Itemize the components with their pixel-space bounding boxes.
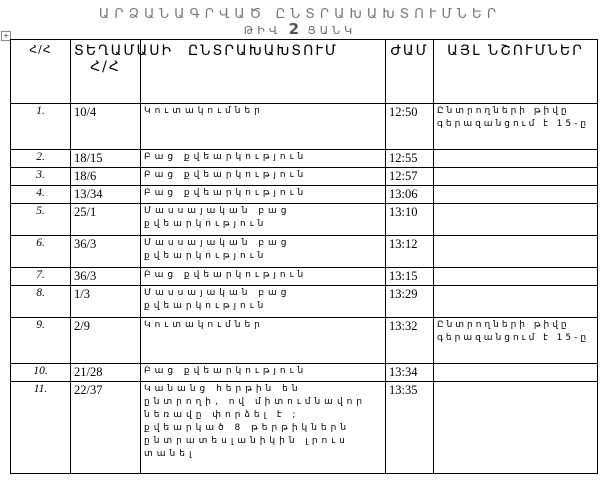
- row-time: 13:32: [386, 318, 434, 364]
- row-location: 1/3: [71, 286, 141, 318]
- row-violation: Մասսայական բաց քվեարկություն: [141, 286, 386, 318]
- table-row: [11, 364, 598, 382]
- table-row: [11, 268, 598, 286]
- table-move-handle-icon[interactable]: +: [2, 31, 10, 40]
- row-violation: Կուտակումներ: [141, 104, 386, 150]
- list-number: 2: [288, 20, 301, 38]
- violations-table: [10, 39, 598, 474]
- table-row: [11, 382, 598, 474]
- table-row: [11, 286, 598, 318]
- row-location: 22/37: [71, 382, 141, 474]
- column-header-notes: ԱՅԼ ՆՇՈՒՄՆԵՐ: [434, 40, 598, 104]
- row-number: 4.: [11, 186, 71, 204]
- row-notes: [434, 150, 598, 168]
- row-notes: [434, 364, 598, 382]
- document-title: ԱՐՁԱՆԱԳՐՎԱԾ ԸՆՏՐԱԽԱԽՏՈՒՄՆԵՐ: [98, 6, 502, 22]
- row-location: 25/1: [71, 204, 141, 236]
- row-violation: Կուտակումներ: [141, 318, 386, 364]
- row-notes: [434, 286, 598, 318]
- table-row: [11, 318, 598, 364]
- table-row: [11, 104, 598, 150]
- column-header-index: Հ/Հ: [11, 40, 71, 104]
- row-time: 13:12: [386, 236, 434, 268]
- row-location: 2/9: [71, 318, 141, 364]
- table-row: [11, 204, 598, 236]
- row-number: 1.: [11, 104, 71, 150]
- row-notes: [434, 236, 598, 268]
- row-notes: [434, 204, 598, 236]
- row-location: 21/28: [71, 364, 141, 382]
- column-header-violation: ԸՆՏՐԱԽԱԽՏՈՒՄ: [141, 40, 386, 104]
- row-notes: [434, 168, 598, 186]
- row-location: 36/3: [71, 236, 141, 268]
- row-violation: Մասսայական բաց քվեարկություն: [141, 236, 386, 268]
- row-violation: Բաց քվեարկություն: [141, 150, 386, 168]
- table-row: [11, 150, 598, 168]
- row-notes: Ընտրողների թիվը գերազանցում է 15-ը: [434, 104, 598, 150]
- document-subtitle: [0, 22, 600, 38]
- subtitle-prefix: ԹԻՎ: [243, 24, 282, 37]
- row-violation: Բաց քվեարկություն: [141, 268, 386, 286]
- row-notes: [434, 186, 598, 204]
- subtitle-suffix: ՑԱՆԿ: [307, 24, 357, 37]
- row-number: 3.: [11, 168, 71, 186]
- row-time: 12:55: [386, 150, 434, 168]
- row-number: 6.: [11, 236, 71, 268]
- row-location: 18/6: [71, 168, 141, 186]
- row-location: 18/15: [71, 150, 141, 168]
- row-time: 13:06: [386, 186, 434, 204]
- column-header-location: ՏԵՂԱՄԱՍԻ Հ/Հ: [71, 40, 141, 104]
- row-time: 13:29: [386, 286, 434, 318]
- row-violation: Բաց քվեարկություն: [141, 186, 386, 204]
- row-location: 36/3: [71, 268, 141, 286]
- table-row: [11, 186, 598, 204]
- table-row: [11, 168, 598, 186]
- row-violation: Կանանց հերթին են ընտրողի, ով միտումնավոր նեռավը փորձել է ; քվեարկած 8 թերթիկներն ընտրատեսլանիկին լրուս տանել: [141, 382, 386, 474]
- row-location: 13/34: [71, 186, 141, 204]
- row-number: 8.: [11, 286, 71, 318]
- row-number: 10.: [11, 364, 71, 382]
- row-number: 9.: [11, 318, 71, 364]
- row-number: 7.: [11, 268, 71, 286]
- row-location: 10/4: [71, 104, 141, 150]
- row-number: 11.: [11, 382, 71, 474]
- column-header-time: ԺԱՄ: [386, 40, 434, 104]
- row-time: 13:35: [386, 382, 434, 474]
- row-notes: [434, 268, 598, 286]
- table-header-row: [11, 40, 598, 104]
- row-time: 13:34: [386, 364, 434, 382]
- row-notes: Ընտրողների թիվը գերազանցում է 15-ը: [434, 318, 598, 364]
- row-notes: [434, 382, 598, 474]
- row-violation: Բաց քվեարկություն: [141, 364, 386, 382]
- row-time: 13:10: [386, 204, 434, 236]
- row-time: 12:57: [386, 168, 434, 186]
- row-violation: Մասսայական բաց քվեարկություն: [141, 204, 386, 236]
- row-number: 2.: [11, 150, 71, 168]
- row-violation: Բաց քվեարկություն: [141, 168, 386, 186]
- row-time: 12:50: [386, 104, 434, 150]
- table-row: [11, 236, 598, 268]
- row-time: 13:15: [386, 268, 434, 286]
- row-number: 5.: [11, 204, 71, 236]
